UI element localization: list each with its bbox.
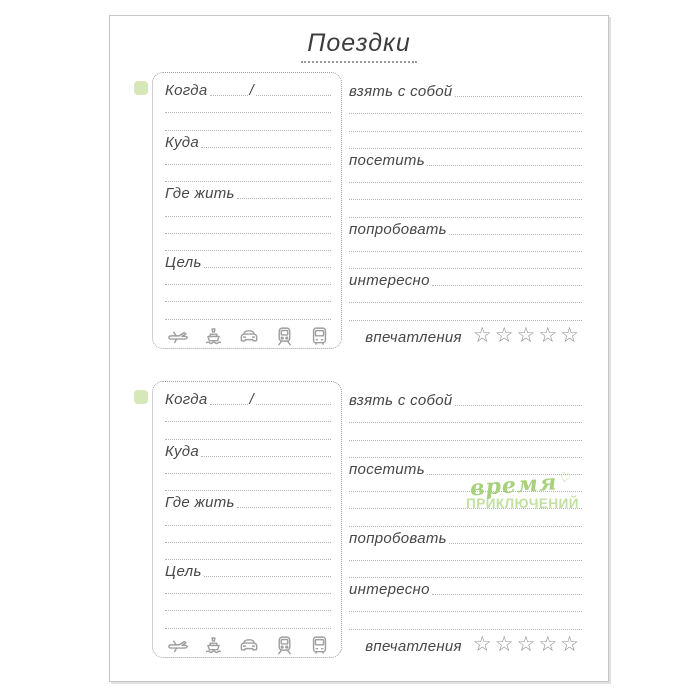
write-in-line bbox=[449, 543, 582, 544]
write-in-line bbox=[427, 165, 582, 166]
blank-line bbox=[349, 305, 582, 322]
write-in-line bbox=[204, 267, 331, 268]
star-icon: ☆ bbox=[516, 631, 539, 656]
ship-icon bbox=[202, 633, 225, 656]
write-in-line bbox=[455, 96, 582, 97]
ship-icon bbox=[202, 324, 225, 347]
trip-details-box bbox=[152, 72, 342, 349]
rating-stars bbox=[472, 322, 582, 347]
write-in-line bbox=[237, 507, 331, 508]
impressions-row bbox=[349, 632, 582, 654]
field-row-where-to bbox=[165, 133, 331, 150]
blank-line bbox=[165, 236, 331, 253]
trip-notes-column bbox=[349, 82, 582, 345]
write-in-line bbox=[201, 456, 331, 457]
blank-line bbox=[165, 201, 331, 218]
star-icon: ☆ bbox=[472, 631, 495, 656]
write-in-line bbox=[432, 285, 582, 286]
field-row-take-along bbox=[349, 391, 582, 408]
star-icon: ☆ bbox=[560, 322, 582, 347]
rating-stars bbox=[472, 631, 582, 656]
trip-notes-column bbox=[349, 391, 582, 654]
bus-icon bbox=[308, 324, 331, 347]
blank-line bbox=[165, 219, 331, 236]
interesting-label: интересно bbox=[349, 581, 430, 599]
star-icon: ☆ bbox=[560, 631, 582, 656]
train-icon bbox=[273, 324, 296, 347]
blank-line bbox=[349, 288, 582, 305]
star-icon: ☆ bbox=[538, 631, 561, 656]
blank-line bbox=[349, 116, 582, 133]
field-row-to-try bbox=[349, 220, 582, 237]
blank-line bbox=[165, 287, 331, 304]
to-try-label: попробовать bbox=[349, 220, 447, 238]
visit-label: посетить bbox=[349, 151, 425, 169]
field-row-take-along bbox=[349, 82, 582, 99]
blank-line bbox=[349, 237, 582, 254]
write-in-line bbox=[237, 198, 331, 199]
impressions-label: впечатления bbox=[365, 637, 462, 655]
impressions-label: впечатления bbox=[365, 328, 462, 346]
blank-line bbox=[349, 546, 582, 563]
heart-icon: ♡ bbox=[557, 469, 574, 488]
where-to-label: Куда bbox=[165, 133, 200, 151]
bus-icon bbox=[308, 633, 331, 656]
blank-line bbox=[165, 115, 331, 132]
blank-line bbox=[349, 563, 582, 580]
goal-label: Цель bbox=[165, 254, 202, 272]
blank-line bbox=[165, 596, 331, 613]
to-try-label: попробовать bbox=[349, 529, 447, 547]
car-icon bbox=[237, 633, 261, 656]
blank-line bbox=[165, 424, 331, 441]
write-in-line bbox=[432, 594, 582, 595]
watermark-script-word: время♡ bbox=[469, 469, 574, 502]
field-row-visit bbox=[349, 151, 582, 168]
page-title-wrap bbox=[110, 28, 608, 63]
when-label: Когда bbox=[165, 391, 208, 409]
take-along-label: взять с собой bbox=[349, 83, 453, 101]
blank-line bbox=[165, 150, 331, 167]
journal-page bbox=[109, 15, 609, 682]
section-accent-square bbox=[134, 390, 148, 404]
field-row-where-stay bbox=[165, 184, 331, 201]
field-row-where-to bbox=[165, 442, 331, 459]
blank-line bbox=[165, 476, 331, 493]
blank-line bbox=[165, 98, 331, 115]
date-separator: / bbox=[249, 82, 255, 100]
transport-icons-row bbox=[165, 318, 331, 344]
where-stay-label: Где жить bbox=[165, 185, 235, 203]
blank-line bbox=[349, 511, 582, 528]
write-in-line bbox=[204, 576, 331, 577]
blank-line bbox=[165, 270, 331, 287]
trip-section-1 bbox=[110, 68, 608, 358]
blank-line bbox=[165, 528, 331, 545]
train-icon bbox=[273, 633, 296, 656]
write-in-line bbox=[201, 147, 331, 148]
visit-label: посетить bbox=[349, 460, 425, 478]
blank-line bbox=[349, 134, 582, 151]
trip-section-2 bbox=[110, 377, 608, 667]
take-along-label: взять с собой bbox=[349, 392, 453, 410]
star-icon: ☆ bbox=[472, 322, 495, 347]
field-row-goal bbox=[165, 253, 331, 270]
blank-line bbox=[349, 99, 582, 116]
section-accent-square bbox=[134, 81, 148, 95]
page-title: Поездки bbox=[301, 28, 417, 63]
write-in-line bbox=[210, 95, 248, 96]
airplane-icon bbox=[166, 633, 190, 656]
field-row-when bbox=[165, 81, 331, 98]
field-row-interesting bbox=[349, 271, 582, 288]
blank-line bbox=[165, 545, 331, 562]
star-icon: ☆ bbox=[494, 631, 517, 656]
blank-line bbox=[349, 168, 582, 185]
blank-line bbox=[349, 443, 582, 460]
field-row-goal bbox=[165, 562, 331, 579]
impressions-row bbox=[349, 323, 582, 345]
blank-line bbox=[349, 494, 582, 511]
blank-line bbox=[349, 185, 582, 202]
blank-line bbox=[165, 459, 331, 476]
blank-line bbox=[349, 408, 582, 425]
watermark-caps-word: ПРИКЛЮЧЕНИЙ bbox=[466, 496, 580, 511]
write-in-line bbox=[455, 405, 582, 406]
date-separator: / bbox=[249, 391, 255, 409]
field-row-interesting bbox=[349, 580, 582, 597]
trip-details-box bbox=[152, 381, 342, 658]
blank-line bbox=[165, 407, 331, 424]
field-row-when bbox=[165, 390, 331, 407]
field-row-to-try bbox=[349, 529, 582, 546]
car-icon bbox=[237, 324, 261, 347]
star-icon: ☆ bbox=[516, 322, 539, 347]
blank-line bbox=[349, 254, 582, 271]
transport-icons-row bbox=[165, 627, 331, 653]
blank-line bbox=[165, 579, 331, 596]
write-in-line bbox=[210, 404, 248, 405]
interesting-label: интересно bbox=[349, 272, 430, 290]
blank-line bbox=[349, 425, 582, 442]
field-row-where-stay bbox=[165, 493, 331, 510]
airplane-icon bbox=[166, 324, 190, 347]
blank-line bbox=[349, 477, 582, 494]
goal-label: Цель bbox=[165, 563, 202, 581]
write-in-line bbox=[256, 404, 331, 405]
blank-line bbox=[165, 510, 331, 527]
where-stay-label: Где жить bbox=[165, 494, 235, 512]
blank-line bbox=[165, 167, 331, 184]
when-label: Когда bbox=[165, 82, 208, 100]
write-in-line bbox=[427, 474, 582, 475]
star-icon: ☆ bbox=[538, 322, 561, 347]
field-row-visit bbox=[349, 460, 582, 477]
where-to-label: Куда bbox=[165, 442, 200, 460]
star-icon: ☆ bbox=[494, 322, 517, 347]
blank-line bbox=[349, 597, 582, 614]
blank-line bbox=[349, 614, 582, 631]
blank-line bbox=[165, 613, 331, 630]
write-in-line bbox=[449, 234, 582, 235]
blank-line bbox=[165, 304, 331, 321]
blank-line bbox=[349, 202, 582, 219]
write-in-line bbox=[256, 95, 331, 96]
